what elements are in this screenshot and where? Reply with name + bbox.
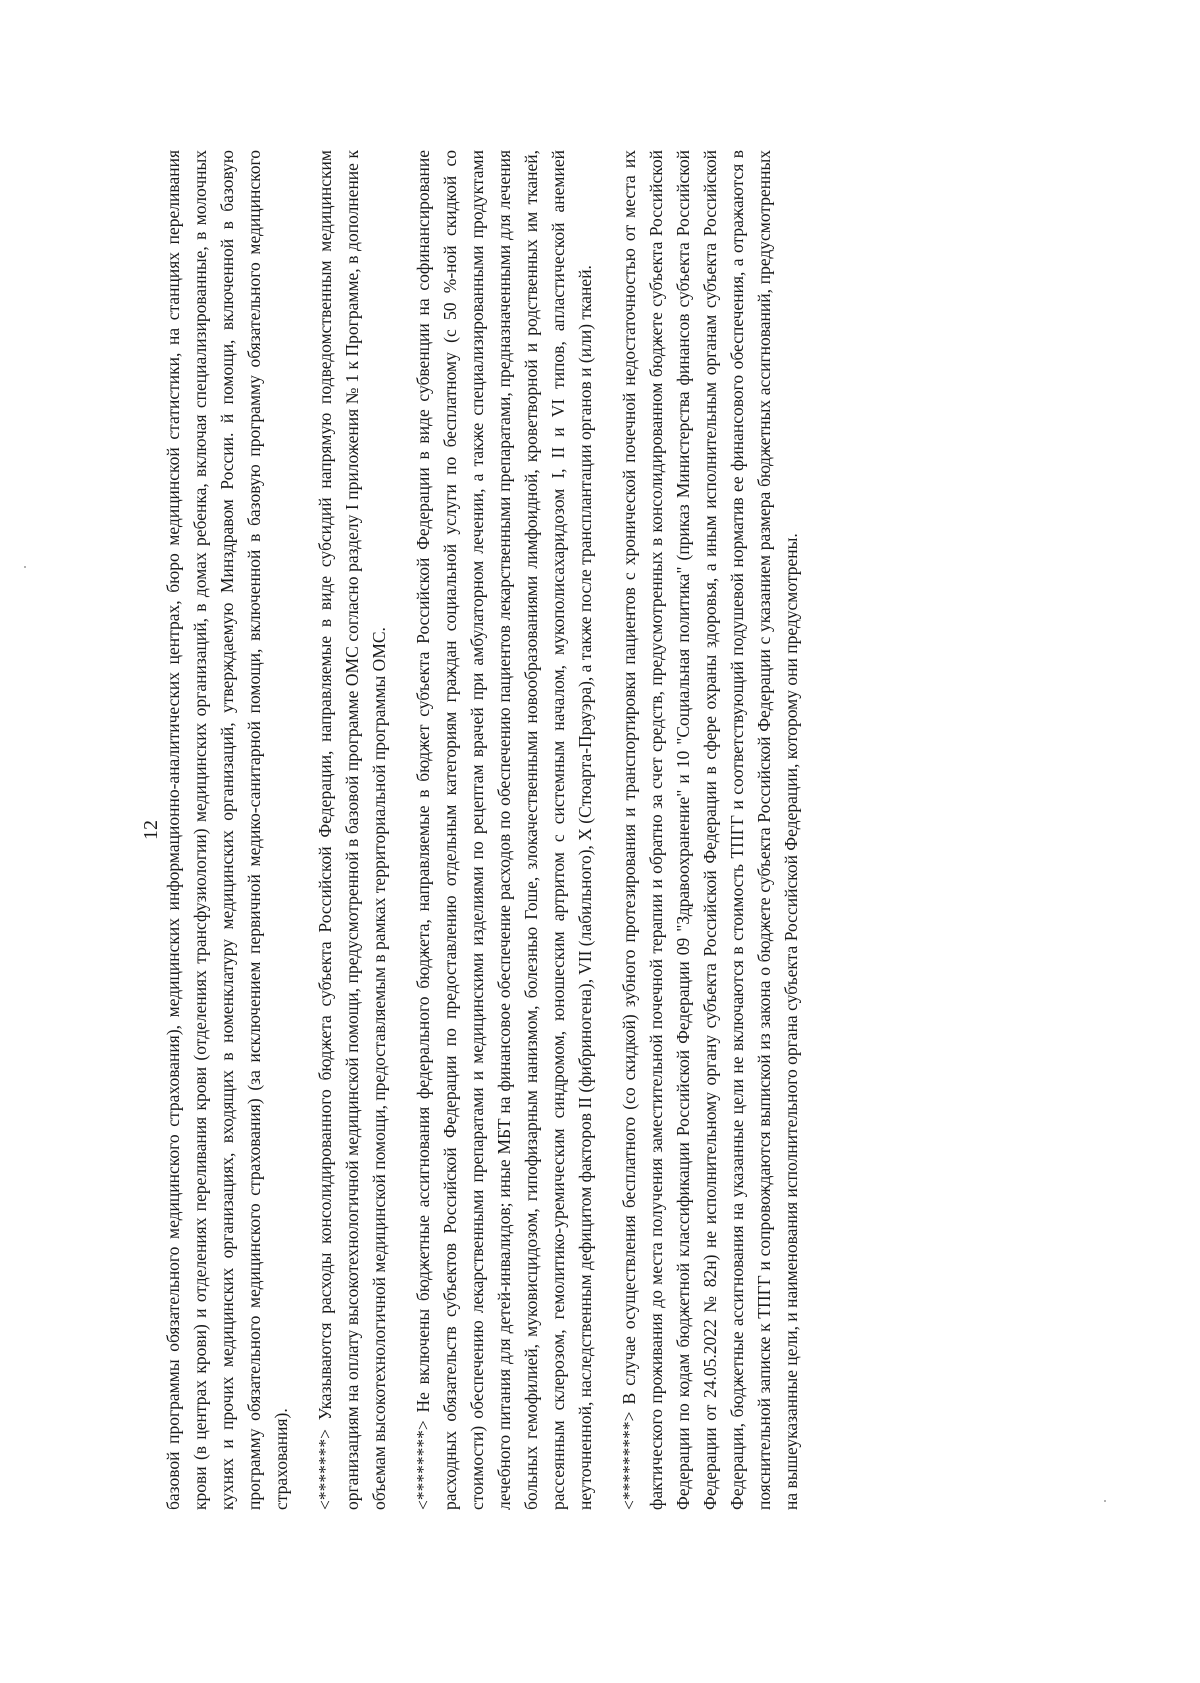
paragraph-continuation: базовой программы обязательного медицинского страхования), медицинских информационно-аналитических центрах, бюро медицинской статистики, на станциях переливания крови (в центрах крови) и отделениях переливания крови (отделениях трансфузиологии) медицинских организаций, в домах ребенка, включая специализированные, в молочных кухнях и прочих медицинских организациях, входящих в номенклатуру медицинских организаций, утверждаемую Минздравом России. й помощи, включенной в базовую программу обязательного медицинского страхования) (за исключением первичной медико-санитарной помощи, включенной в базовую программу обязательного медицинского страхования). xyxy=(163,150,291,1510)
body-text xyxy=(160,150,822,1510)
page-number: 12 xyxy=(140,820,162,840)
rotated-content xyxy=(140,150,930,1510)
footnote-9-stars: <*********> В случае осуществления бесплатного (со скидкой) зубного протезирования и транспортировки пациентов с хронической почечной недостаточностью от места их фактического проживания до места получения заместительной почечной терапии и обратно за счет средств, предусмотренных в консолидированном бюджете субъекта Российской Федерации по кодам бюджетной классификации Российской Федерации 09 "Здравоохранение" и 10 "Социальная политика" (приказ Министерства финансов субъекта Российской Федерации от 24.05.2022 № 82н) не исполнительному органу субъекта Российской Федерации в сфере охраны здоровья, а иным исполнительным органам субъекта Российской Федерации, бюджетные ассигнования на указанные цели не включаются в стоимость ТПГГ и соответствующий подушевой норматив ее финансового обеспечения, а отражаются в пояснительной записке к ТПГГ и сопровождаются выпиской из закона о бюджете субъекта Российской Федерации с указанием размера бюджетных ассигнований, предусмотренных на вышеуказанные цели, и наименования исполнительного органа субъекта Российской Федерации, которому они предусмотрены. xyxy=(619,150,801,1510)
scan-speck xyxy=(24,566,26,568)
footnote-8-stars: <********> Не включены бюджетные ассигнования федерального бюджета, направляемые в бюджет субъекта Российской Федерации в виде субвенции на софинансирование расходных обязательств субъектов Российской Федерации по предоставлению отдельным категориям граждан социальной услуги по бесплатному (с 50 %-ной скидкой со стоимости) обеспечению лекарственными препаратами и медицинскими изделиями по рецептам врачей при амбулаторном лечении, а также специализированными продуктами лечебного питания для детей-инвалидов; иные МБТ на финансовое обеспечение расходов по обеспечению пациентов лекарственными препаратами, предназначенными для лечения больных гемофилией, муковисцидозом, гипофизарным нанизмом, болезнью Гоше, злокачественными новообразованиями лимфоидной, кроветворной и родственных им тканей, рассеянным склерозом, гемолитико-уремическим синдромом, юношеским артритом с системным началом, мукополисахаридозом I, II и VI типов, апластической анемией неуточненной, наследственным дефицитом факторов II (фибриногена), VII (лабильного), X (Стюарта-Прауэра), а также после трансплантации органов и (или) тканей. xyxy=(413,150,595,1510)
scan-speck xyxy=(1104,1500,1106,1502)
footnote-7-stars: <*******> Указываются расходы консолидированного бюджета субъекта Российской Федерации, направляемые в виде субсидий напрямую подведомственным медицинским организациям на оплату высокотехнологичной медицинской помощи, предусмотренной в базовой программе ОМС согласно разделу I приложения № 1 к Программе, в дополнение к объемам высокотехнологичной медицинской помощи, предоставляемым в рамках территориальной программы ОМС. xyxy=(315,150,389,1510)
